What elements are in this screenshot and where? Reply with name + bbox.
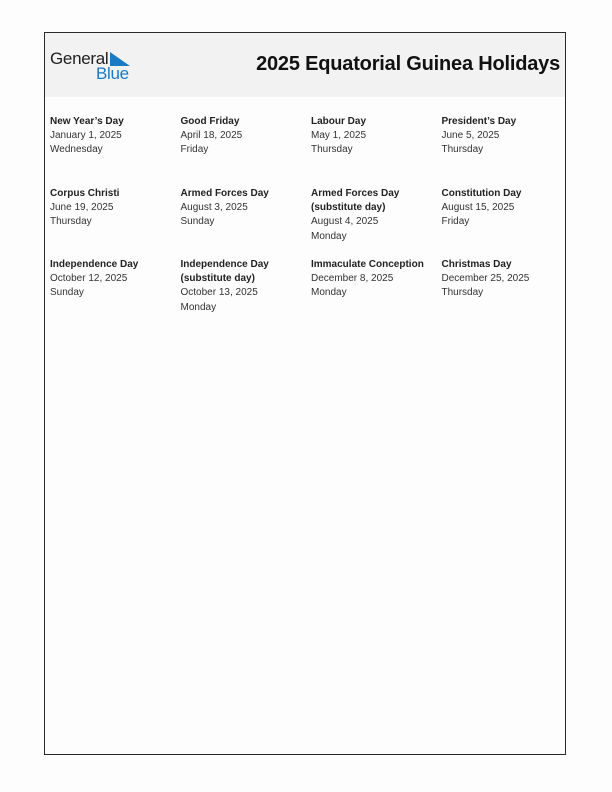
holiday-date: January 1, 2025 [50, 130, 122, 142]
holiday-name: Armed Forces Day [180, 188, 269, 199]
holiday-weekday: Monday [311, 230, 347, 242]
holiday-item [50, 115, 181, 187]
holiday-weekday: Monday [311, 287, 347, 299]
holiday-grid [50, 115, 566, 329]
logo [50, 49, 140, 83]
holiday-name: Independence Day [180, 259, 269, 270]
holiday-item [181, 115, 312, 187]
holiday-weekday: Thursday [50, 216, 92, 228]
holiday-name: President’s Day [441, 116, 517, 127]
holiday-date: August 3, 2025 [180, 202, 248, 214]
holiday-name: Labour Day [311, 116, 367, 127]
header [45, 33, 565, 97]
holiday-weekday: Thursday [441, 287, 484, 299]
holiday-item [181, 187, 312, 258]
holiday-date: June 19, 2025 [50, 202, 114, 214]
logo-general-text: General [50, 49, 109, 68]
holiday-item [311, 187, 442, 258]
holiday-name: Constitution Day [441, 188, 522, 199]
page-title: 2025 Equatorial Guinea Holidays [256, 53, 560, 75]
holiday-item [181, 258, 312, 329]
holiday-weekday: Sunday [180, 216, 215, 228]
holiday-item [442, 115, 566, 187]
holiday-name-qualifier: (substitute day) [311, 202, 386, 214]
holiday-item [311, 258, 442, 329]
holiday-name: Corpus Christi [50, 188, 120, 199]
holiday-weekday: Monday [180, 301, 217, 313]
holiday-item [50, 258, 181, 329]
holiday-weekday: Thursday [441, 144, 484, 156]
holiday-date: August 15, 2025 [441, 202, 515, 214]
holiday-date: October 13, 2025 [180, 287, 258, 299]
holiday-date: December 8, 2025 [311, 273, 394, 285]
holiday-date: May 1, 2025 [311, 130, 367, 142]
holiday-weekday: Sunday [50, 287, 84, 299]
holiday-weekday: Friday [180, 144, 209, 156]
holiday-date: December 25, 2025 [441, 273, 530, 285]
holiday-weekday: Thursday [311, 144, 353, 156]
holiday-name: Independence Day [50, 259, 139, 270]
holiday-name: Christmas Day [441, 259, 512, 270]
holiday-name: Good Friday [180, 116, 240, 127]
holiday-date: June 5, 2025 [441, 130, 500, 142]
holiday-date: October 12, 2025 [50, 273, 128, 285]
holiday-item [442, 258, 566, 329]
holiday-name: Immaculate Conception [311, 259, 424, 270]
holiday-name: New Year’s Day [50, 116, 124, 127]
holiday-item [442, 187, 566, 258]
holiday-name-qualifier: (substitute day) [180, 273, 255, 285]
holiday-item [50, 187, 181, 258]
holiday-date: August 4, 2025 [311, 216, 379, 228]
page-frame [44, 32, 566, 755]
logo-blue-text: Blue [96, 64, 129, 83]
holiday-name: Armed Forces Day [311, 188, 400, 199]
holiday-item [311, 115, 442, 187]
holiday-weekday: Friday [441, 216, 470, 228]
holiday-date: April 18, 2025 [180, 130, 243, 142]
holiday-weekday: Wednesday [50, 144, 103, 156]
